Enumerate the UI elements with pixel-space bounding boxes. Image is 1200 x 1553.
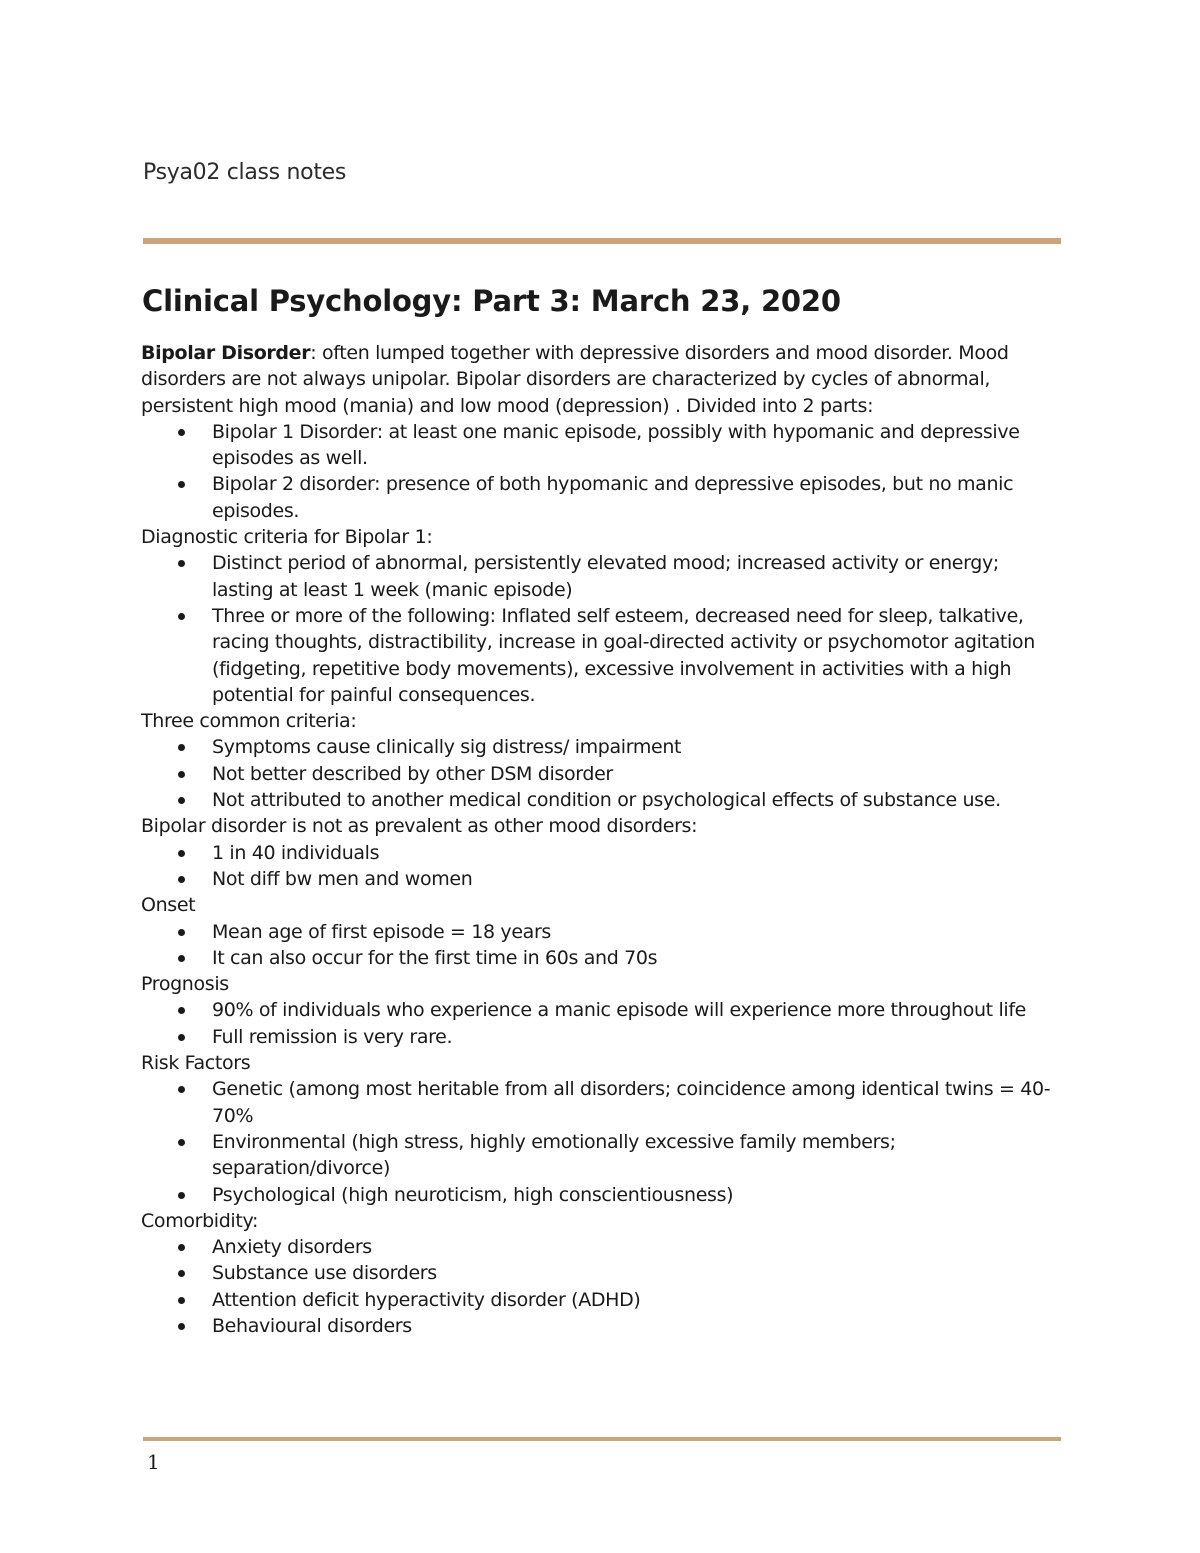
bullet-icon <box>178 1086 185 1093</box>
section-heading: Comorbidity: <box>141 1209 259 1232</box>
bullet-list <box>141 1076 1061 1207</box>
list-item <box>212 1024 1061 1050</box>
bullet-icon <box>178 797 185 804</box>
list-item <box>212 1260 1061 1286</box>
list-item <box>212 471 1061 524</box>
list-item-text: Not attributed to another medical condition or psychological effects of substance use. <box>212 789 1001 812</box>
section-heading: Bipolar disorder is not as prevalent as other mood disorders: <box>141 815 698 838</box>
list-item-text: Bipolar 2 disorder: presence of both hypomanic and depressive episodes, but no manic episodes. <box>212 473 1014 522</box>
bullet-icon <box>178 771 185 778</box>
section-heading: Prognosis <box>141 973 229 996</box>
list-item <box>212 603 1061 708</box>
bullet-icon <box>178 1244 185 1251</box>
list-item <box>212 787 1061 813</box>
bullet-list <box>141 997 1061 1050</box>
section-heading: Risk Factors <box>141 1052 251 1075</box>
list-item <box>212 1287 1061 1313</box>
list-item-text: Anxiety disorders <box>212 1236 372 1259</box>
list-item-text: Not better described by other DSM disorder <box>212 762 613 785</box>
intro-term: Bipolar Disorder <box>141 342 311 364</box>
page-header: Psya02 class notes <box>143 160 347 185</box>
list-item-text: Full remission is very rare. <box>212 1025 453 1048</box>
bullet-list <box>141 419 1061 524</box>
list-item <box>212 550 1061 603</box>
bullet-icon <box>178 1297 185 1304</box>
list-item-text: 1 in 40 individuals <box>212 841 380 864</box>
bullet-list <box>141 734 1061 813</box>
intro-text: : often lumped together with depressive disorders and mood disorder. Mood disorders are not always unipolar. Bipolar disorders are characterized by cycles of abnormal, persistent high mood (mania) and low mood (depression) . Divided into 2 parts: <box>141 342 1009 417</box>
list-item-text: Genetic (among most heritable from all disorders; coincidence among identical twins = 40-70% <box>212 1078 1051 1127</box>
bullet-icon <box>178 1034 185 1041</box>
section-heading: Diagnostic criteria for Bipolar 1: <box>141 526 433 549</box>
bullet-icon <box>178 1323 185 1330</box>
bullet-icon <box>178 929 185 936</box>
bullet-icon <box>178 1007 185 1014</box>
list-item-text: Symptoms cause clinically sig distress/ impairment <box>212 736 682 759</box>
list-item <box>212 1234 1061 1260</box>
bullet-list <box>141 840 1061 893</box>
list-item-text: 90% of individuals who experience a manic episode will experience more throughout life <box>212 999 1027 1022</box>
list-item-text: Mean age of first episode = 18 years <box>212 920 551 943</box>
section-heading: Onset <box>141 894 196 917</box>
bullet-icon <box>178 876 185 883</box>
list-item-text: Bipolar 1 Disorder: at least one manic episode, possibly with hypomanic and depressive episodes as well. <box>212 420 1020 470</box>
list-item-text: Psychological (high neuroticism, high conscientiousness) <box>212 1183 734 1206</box>
header-divider <box>143 238 1061 244</box>
list-item <box>212 1182 1061 1208</box>
section-heading: Three common criteria: <box>141 710 357 733</box>
bullet-icon <box>178 955 185 962</box>
bullet-list <box>141 550 1061 708</box>
sections-container <box>141 419 1061 1339</box>
bullet-icon <box>178 744 185 751</box>
list-item <box>212 1313 1061 1339</box>
bullet-list <box>141 919 1061 972</box>
bullet-list <box>141 1234 1061 1339</box>
list-item <box>212 1129 1061 1182</box>
list-item-text: It can also occur for the first time in 60s and 70s <box>212 946 658 969</box>
list-item <box>212 919 1061 945</box>
list-item-text: Not diff bw men and women <box>212 867 473 890</box>
list-item-text: Attention deficit hyperactivity disorder (ADHD) <box>212 1288 641 1311</box>
document-title: Clinical Psychology: Part 3: March 23, 2020 <box>142 284 841 318</box>
footer-divider <box>143 1437 1061 1441</box>
bullet-icon <box>178 850 185 857</box>
page-number: 1 <box>147 1450 160 1474</box>
bullet-icon <box>178 560 185 567</box>
list-item <box>212 1076 1061 1129</box>
list-item <box>212 419 1061 472</box>
list-item <box>212 866 1061 892</box>
bullet-icon <box>178 613 185 620</box>
list-item-text: Environmental (high stress, highly emotionally excessive family members; separation/divorce) <box>212 1130 896 1180</box>
list-item-text: Three or more of the following: Inflated self esteem, decreased need for sleep, talkative, racing thoughts, distractibility, increase in goal-directed activity or psychomotor agitation (fidgeting, repetitive body movements), excessive involvement in activities with a high potential for painful consequences. <box>212 604 1035 706</box>
list-item <box>212 840 1061 866</box>
list-item <box>212 734 1061 760</box>
list-item-text: Substance use disorders <box>212 1262 437 1285</box>
bullet-icon <box>178 1270 185 1277</box>
list-item <box>212 997 1061 1023</box>
bullet-icon <box>178 481 185 488</box>
list-item-text: Distinct period of abnormal, persistently elevated mood; increased activity or energy; lasting at least 1 week (manic episode) <box>212 552 999 601</box>
list-item-text: Behavioural disorders <box>212 1314 412 1337</box>
bullet-icon <box>178 1139 185 1146</box>
bullet-icon <box>178 429 185 436</box>
list-item <box>212 761 1061 787</box>
list-item <box>212 945 1061 971</box>
notes-body <box>141 340 1061 1339</box>
intro-paragraph <box>141 340 1061 419</box>
bullet-icon <box>178 1192 185 1199</box>
